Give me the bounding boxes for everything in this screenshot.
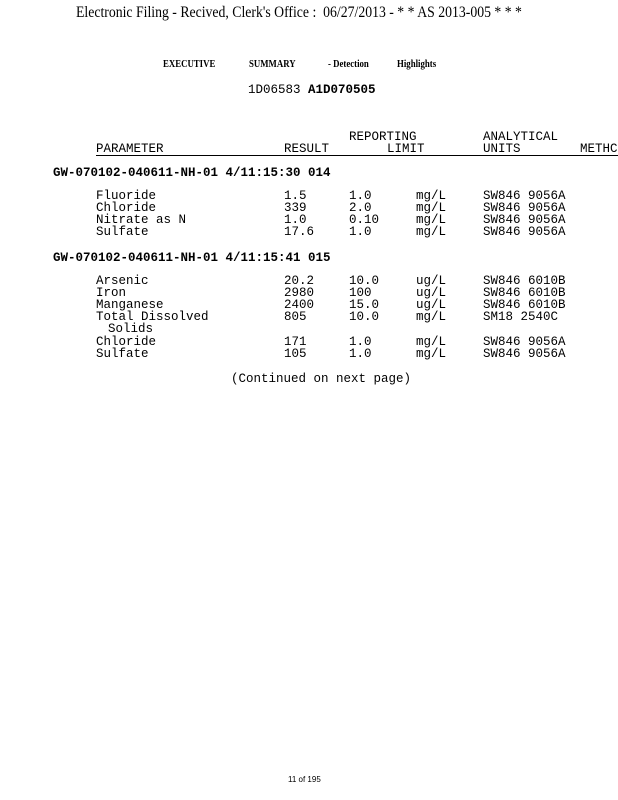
- row-parameter: Iron: [96, 286, 127, 300]
- row-result: 1.5: [284, 189, 307, 203]
- row-result: 1.0: [284, 213, 307, 227]
- row-parameter: Fluoride: [96, 189, 157, 203]
- row-parameter: Arsenic: [96, 274, 149, 288]
- row-limit: 15.0: [349, 298, 380, 312]
- row-parameter: Manganese: [96, 298, 164, 312]
- row-result: 2400: [284, 298, 315, 312]
- col-analytical: ANALYTICAL: [483, 130, 559, 144]
- row-units: ug/L: [416, 298, 447, 312]
- row-units: ug/L: [416, 274, 447, 288]
- row-method: SW846 9056A: [483, 201, 566, 215]
- report-id-2: A1D070505: [308, 83, 376, 97]
- row-units: mg/L: [416, 189, 447, 203]
- page-number: 11 of 195: [288, 775, 321, 784]
- filing-header: Electronic Filing - Recived, Clerk's Office : 06/27/2013 - * * AS 2013-005 * * *: [76, 4, 522, 21]
- row-result: 171: [284, 335, 307, 349]
- row-parameter: Chloride: [96, 335, 157, 349]
- title-summary: SUMMARY: [249, 58, 296, 70]
- row-units: mg/L: [416, 201, 447, 215]
- row-method: SW846 6010B: [483, 286, 566, 300]
- row-method: SW846 9056A: [483, 335, 566, 349]
- row-result: 105: [284, 347, 307, 361]
- row-parameter-cont: Solids: [108, 322, 154, 336]
- row-method: SM18 2540C: [483, 310, 559, 324]
- row-method: SW846 9056A: [483, 347, 566, 361]
- row-result: 17.6: [284, 225, 315, 239]
- row-limit: 10.0: [349, 310, 380, 324]
- row-result: 2980: [284, 286, 315, 300]
- row-limit: 0.10: [349, 213, 380, 227]
- row-parameter: Sulfate: [96, 347, 149, 361]
- col-units: UNITS: [483, 142, 521, 156]
- title-detection: - Detection: [328, 58, 369, 70]
- row-limit: 1.0: [349, 189, 372, 203]
- row-parameter: Nitrate as N: [96, 213, 187, 227]
- row-units: mg/L: [416, 225, 447, 239]
- row-result: 20.2: [284, 274, 315, 288]
- continued-note: (Continued on next page): [231, 372, 412, 386]
- row-parameter: Total Dissolved: [96, 310, 209, 324]
- row-method: SW846 9056A: [483, 189, 566, 203]
- row-limit: 10.0: [349, 274, 380, 288]
- row-method: SW846 9056A: [483, 213, 566, 227]
- row-result: 805: [284, 310, 307, 324]
- row-units: ug/L: [416, 286, 447, 300]
- row-limit: 1.0: [349, 225, 372, 239]
- row-units: mg/L: [416, 347, 447, 361]
- col-method: METHC: [580, 142, 618, 156]
- row-parameter: Chloride: [96, 201, 157, 215]
- row-units: mg/L: [416, 335, 447, 349]
- row-limit: 2.0: [349, 201, 372, 215]
- row-parameter: Sulfate: [96, 225, 149, 239]
- row-limit: 1.0: [349, 335, 372, 349]
- row-method: SW846 9056A: [483, 225, 566, 239]
- report-ids: [248, 83, 376, 97]
- title-executive: EXECUTIVE: [163, 58, 216, 70]
- row-limit: 100: [349, 286, 372, 300]
- col-limit: LIMIT: [387, 142, 425, 156]
- row-method: SW846 6010B: [483, 274, 566, 288]
- col-result: RESULT: [284, 142, 330, 156]
- row-units: mg/L: [416, 310, 447, 324]
- row-limit: 1.0: [349, 347, 372, 361]
- col-reporting: REPORTING: [349, 130, 417, 144]
- row-result: 339: [284, 201, 307, 215]
- report-id-1: 1D06583: [248, 83, 301, 97]
- title-highlights: Highlights: [397, 58, 437, 70]
- sample-label: GW-070102-040611-NH-01 4/11:15:30 014: [53, 166, 331, 180]
- row-units: mg/L: [416, 213, 447, 227]
- row-method: SW846 6010B: [483, 298, 566, 312]
- header-underline: [96, 155, 618, 156]
- col-parameter: PARAMETER: [96, 142, 164, 156]
- sample-label: GW-070102-040611-NH-01 4/11:15:41 015: [53, 251, 331, 265]
